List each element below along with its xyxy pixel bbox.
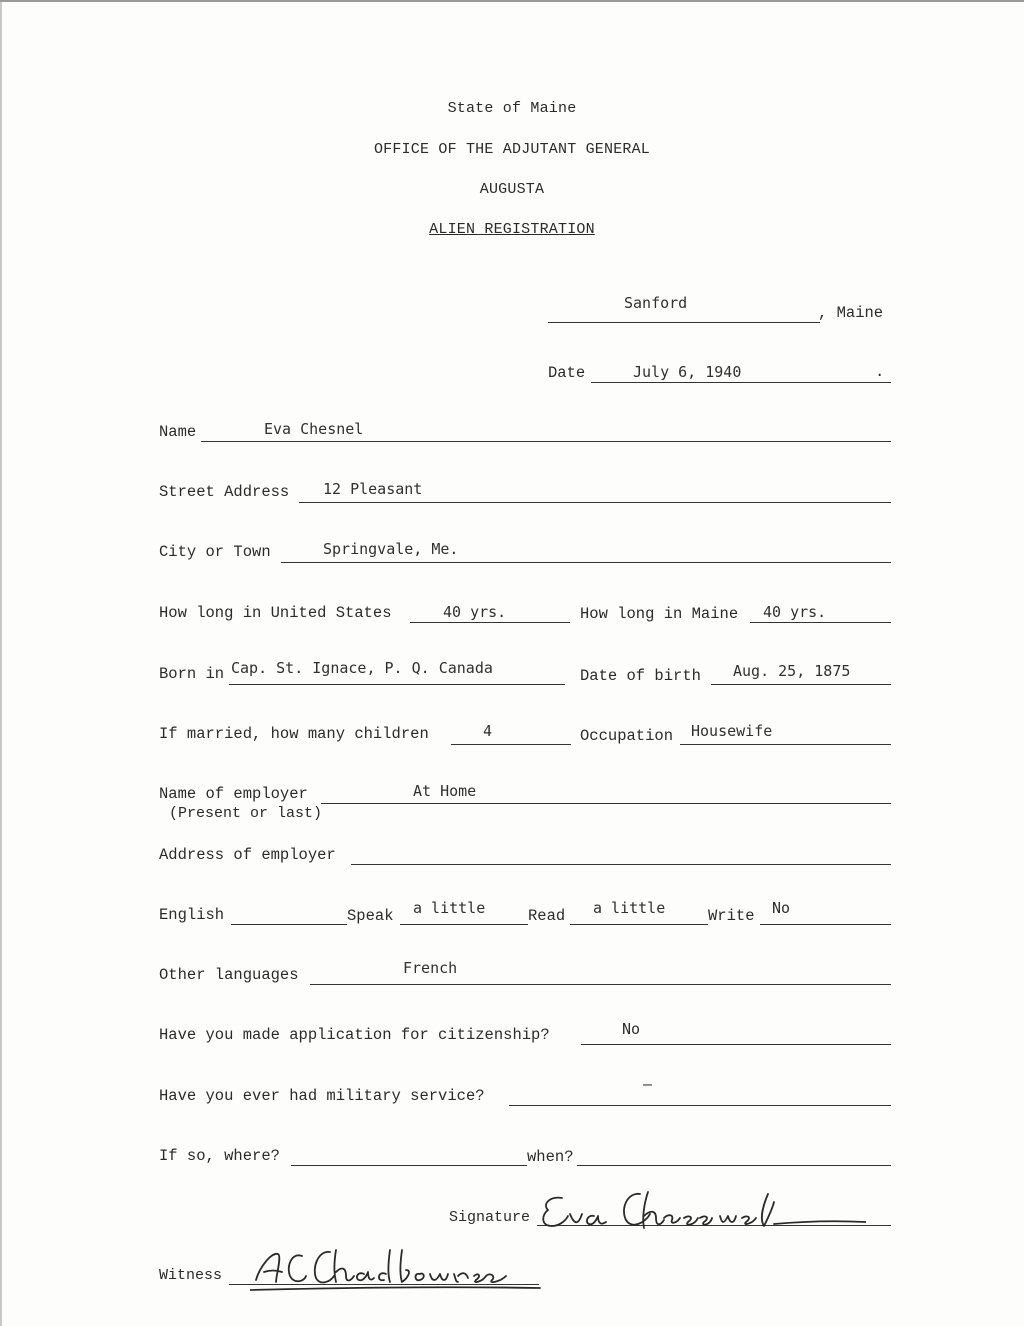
- name-line: [201, 441, 891, 442]
- military-label: Have you ever had military service?: [159, 1087, 485, 1105]
- date-label: Date: [548, 364, 586, 382]
- write-line: [760, 924, 891, 925]
- citizenship-label: Have you made application for citizenship?: [159, 1026, 550, 1044]
- read-value: a little: [593, 899, 666, 917]
- employer-address-label: Address of employer: [159, 846, 336, 864]
- name-value: Eva Chesnel: [264, 420, 364, 438]
- maine-years-line: [750, 622, 891, 623]
- us-years-label: How long in United States: [159, 604, 392, 622]
- military-line: [509, 1105, 891, 1106]
- occupation-line: [680, 744, 891, 745]
- speak-value: a little: [413, 899, 486, 917]
- birth-date-label: Date of birth: [580, 667, 701, 685]
- place-line: [548, 322, 820, 323]
- employer-label: Name of employer: [159, 785, 308, 803]
- form-title: [0, 221, 1024, 238]
- street-label: Street Address: [159, 483, 290, 501]
- city-line: [281, 562, 891, 563]
- citizenship-line: [581, 1044, 891, 1045]
- english-line: [231, 924, 347, 925]
- occupation-label: Occupation: [580, 727, 674, 745]
- witness-label: Witness: [159, 1267, 223, 1284]
- street-value: 12 Pleasant: [323, 480, 423, 498]
- born-in-label: Born in: [159, 665, 225, 683]
- when-label: when?: [527, 1148, 574, 1166]
- date-end: .: [875, 363, 885, 381]
- street-line: [299, 502, 891, 503]
- signature-handwriting: [536, 1188, 866, 1238]
- employer-value: At Home: [413, 782, 477, 800]
- read-label: Read: [528, 907, 566, 925]
- other-languages-label: Other languages: [159, 966, 299, 984]
- employer-line: [321, 803, 891, 804]
- city-heading: AUGUSTA: [479, 181, 545, 198]
- children-label: If married, how many children: [159, 725, 429, 743]
- city-label: City or Town: [159, 543, 271, 561]
- where-label: If so, where?: [159, 1147, 280, 1165]
- maine-years-value: 40 yrs.: [763, 603, 827, 621]
- maine-years-label: How long in Maine: [580, 605, 739, 623]
- born-in-line: [229, 684, 565, 685]
- us-years-value: 40 yrs.: [443, 603, 507, 621]
- other-languages-value: French: [403, 959, 458, 977]
- date-value: July 6, 1940: [633, 363, 742, 381]
- office-heading: OFFICE OF THE ADJUTANT GENERAL: [373, 141, 651, 158]
- military-value: —: [643, 1075, 653, 1093]
- citizenship-value: No: [622, 1020, 641, 1038]
- speak-line: [400, 924, 528, 925]
- employer-address-line: [351, 864, 891, 865]
- city-value: Springvale, Me.: [323, 540, 459, 558]
- birth-date-value: Aug. 25, 1875: [733, 662, 851, 680]
- speak-label: Speak: [347, 907, 394, 925]
- signature-label: Signature: [449, 1209, 531, 1226]
- us-years-line: [410, 622, 570, 623]
- english-label: English: [159, 906, 225, 924]
- read-line: [570, 924, 708, 925]
- born-in-value: Cap. St. Ignace, P. Q. Canada: [231, 659, 493, 677]
- place-town-value: Sanford: [624, 294, 688, 312]
- write-label: Write: [708, 907, 755, 925]
- occupation-value: Housewife: [691, 722, 773, 740]
- date-line: [591, 382, 891, 383]
- form-title-text: ALIEN REGISTRATION: [429, 221, 595, 238]
- birth-date-line: [711, 684, 891, 685]
- when-line: [577, 1165, 891, 1166]
- write-value: No: [772, 899, 791, 917]
- place-state-label: , Maine: [818, 304, 884, 322]
- state-heading: State of Maine: [447, 100, 577, 117]
- scan-edge: [0, 2, 2, 1326]
- employer-sublabel: (Present or last): [169, 805, 323, 822]
- name-label: Name: [159, 423, 197, 441]
- witness-handwriting: [250, 1246, 550, 1294]
- other-languages-line: [310, 984, 891, 985]
- children-line: [451, 744, 571, 745]
- children-value: 4: [483, 722, 493, 740]
- where-line: [291, 1165, 527, 1166]
